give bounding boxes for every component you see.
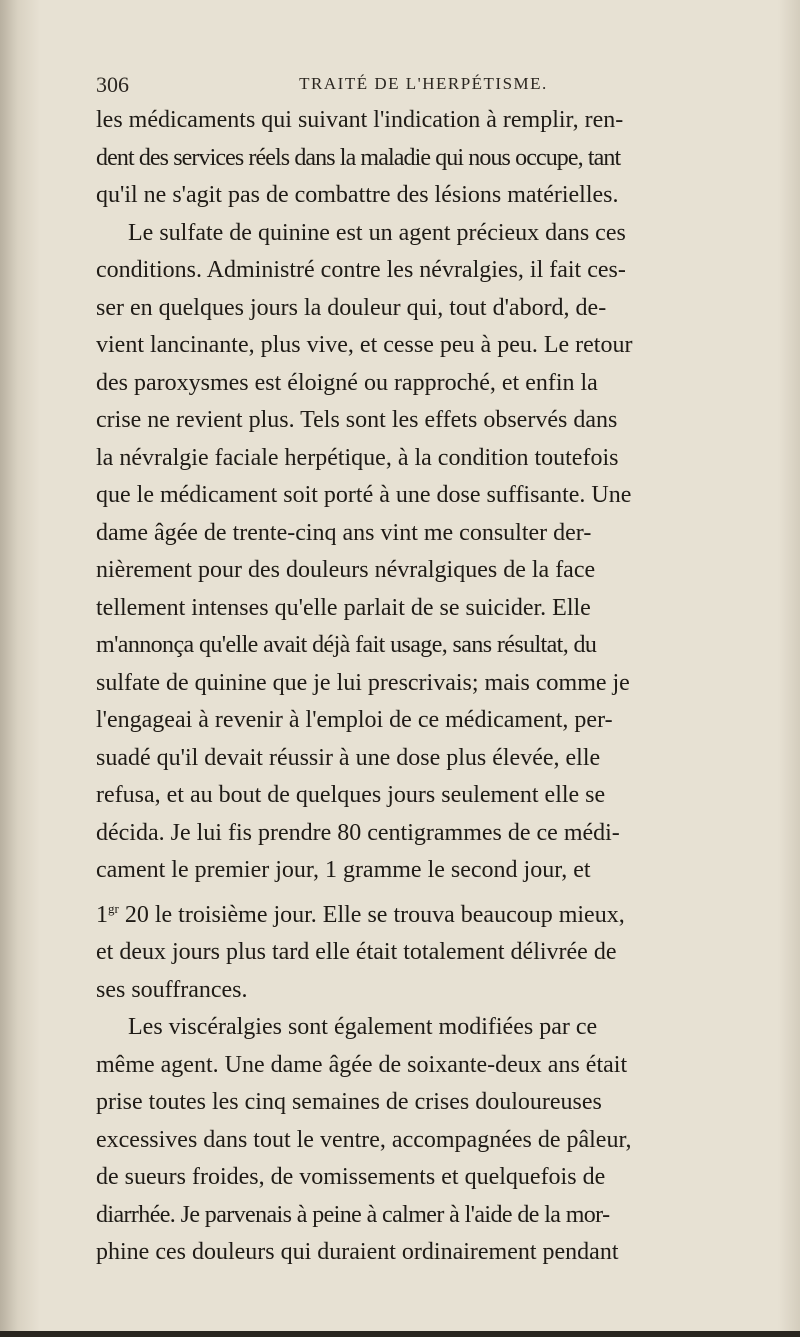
text-line: décida. Je lui fis prendre 80 centigrammes de ce médi- bbox=[96, 819, 620, 846]
text-line: phine ces douleurs qui duraient ordinairement pendant bbox=[96, 1239, 619, 1265]
text-line: l'engageai à revenir à l'emploi de ce médicament, per- bbox=[96, 707, 613, 733]
text-line: m'annonça qu'elle avait déjà fait usage, sans résultat, du bbox=[96, 632, 597, 658]
running-title: TRAITÉ DE L'HERPÉTISME. bbox=[299, 74, 548, 93]
text-line: diarrhée. Je parvenais à peine à calmer à l'aide de la mor- bbox=[96, 1201, 610, 1228]
text-line: et deux jours plus tard elle était totalement délivrée de bbox=[96, 939, 617, 965]
text-line: sulfate de quinine que je lui prescrivais; mais comme je bbox=[96, 669, 630, 696]
dose-line bbox=[96, 890, 751, 935]
page-bottom-edge bbox=[0, 1331, 800, 1337]
text-line: tellement intenses qu'elle parlait de se suicider. Elle bbox=[96, 594, 591, 621]
text-line: suadé qu'il devait réussir à une dose plus élevée, elle bbox=[96, 744, 601, 771]
text-line: vient lancinante, plus vive, et cesse peu à peu. Le retour bbox=[96, 332, 633, 358]
text-line: ses souffrances. bbox=[96, 976, 248, 1003]
text-line: cament le premier jour, 1 gramme le second jour, et bbox=[96, 857, 591, 883]
text-line: nièrement pour des douleurs névralgiques de la face bbox=[96, 557, 596, 583]
running-header bbox=[96, 72, 751, 102]
dose-unit: gr bbox=[108, 900, 119, 916]
text-line: des paroxysmes est éloigné ou rapproché, et enfin la bbox=[96, 369, 598, 396]
text-line: la névralgie faciale herpétique, à la condition toutefois bbox=[96, 444, 619, 471]
page-binding-shadow bbox=[0, 0, 40, 1337]
text-line: ser en quelques jours la douleur qui, tout d'abord, de- bbox=[96, 294, 607, 321]
text-line: refusa, et au bout de quelques jours seulement elle se bbox=[96, 782, 606, 808]
page-edge-shadow bbox=[778, 0, 800, 1337]
paragraph-start-line: Le sulfate de quinine est un agent précieux dans ces bbox=[128, 219, 626, 246]
text-line: crise ne revient plus. Tels sont les effets observés dans bbox=[96, 407, 618, 433]
page-number: 306 bbox=[96, 72, 129, 97]
dose-line-text: 20 le troisième jour. Elle se trouva beaucoup mieux, bbox=[124, 901, 625, 928]
text-line: dame âgée de trente-cinq ans vint me consulter der- bbox=[96, 519, 592, 546]
paragraph-start-line: Les viscéralgies sont également modifiées par ce bbox=[128, 1014, 598, 1040]
text-line: dent des services réels dans la maladie qui nous occupe, tant bbox=[96, 144, 621, 171]
text-line: les médicaments qui suivant l'indication à remplir, ren- bbox=[96, 107, 624, 133]
body-text bbox=[96, 102, 751, 1272]
text-line: de sueurs froides, de vomissements et quelquefois de bbox=[96, 1164, 606, 1190]
text-line: conditions. Administré contre les névralgies, il fait ces- bbox=[96, 257, 626, 283]
text-line: excessives dans tout le ventre, accompagnées de pâleur, bbox=[96, 1126, 632, 1153]
text-line: que le médicament soit porté à une dose suffisante. Une bbox=[96, 482, 632, 508]
dose-number: 1 bbox=[96, 901, 108, 928]
text-line: qu'il ne s'agit pas de combattre des lésions matérielles. bbox=[96, 182, 619, 208]
text-line: prise toutes les cinq semaines de crises douloureuses bbox=[96, 1089, 602, 1115]
text-line: même agent. Une dame âgée de soixante-deux ans était bbox=[96, 1051, 628, 1078]
